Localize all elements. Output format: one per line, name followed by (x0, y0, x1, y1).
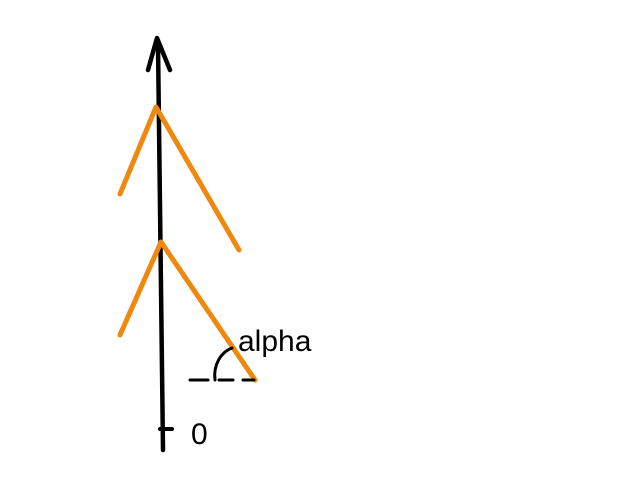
lower-chevron-branch (120, 242, 255, 380)
angle-arc (215, 348, 232, 380)
upper-chevron-branch (120, 107, 239, 250)
origin-label: 0 (191, 418, 208, 451)
angle-label: alpha (238, 325, 312, 358)
